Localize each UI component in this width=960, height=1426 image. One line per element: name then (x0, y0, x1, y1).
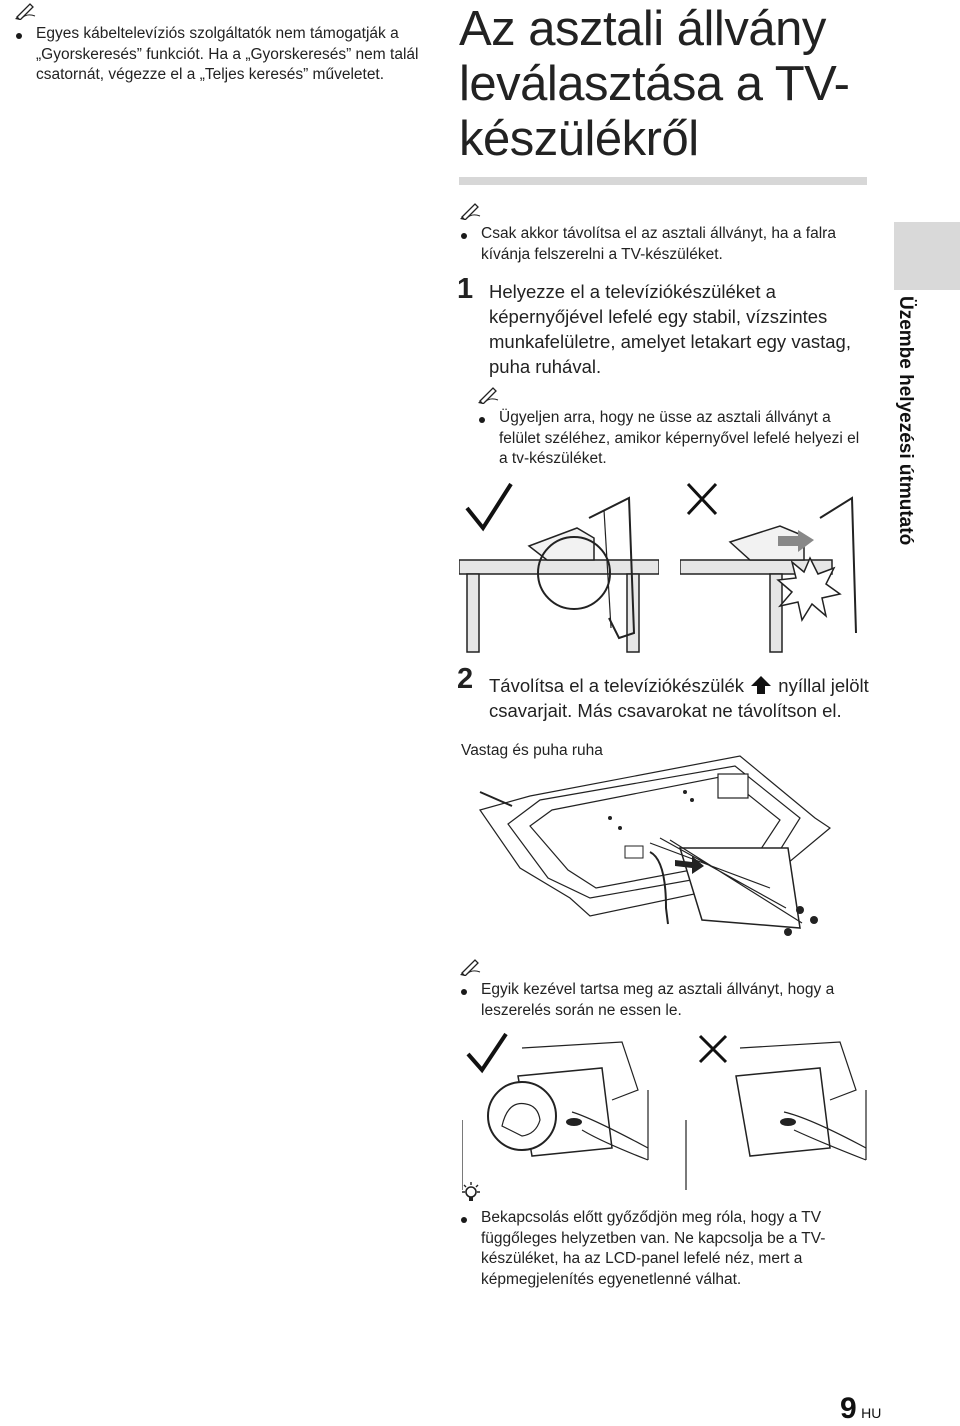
section-note-list (459, 224, 859, 265)
side-tab (894, 222, 960, 290)
cloth-label: Vastag és puha ruha (461, 742, 603, 759)
pencil-note-icon (459, 202, 481, 220)
page-number-value: 9 (840, 1392, 857, 1425)
check-mark-icon (468, 1034, 506, 1070)
page-language: HU (861, 1405, 882, 1421)
cross-mark-icon (688, 484, 716, 514)
check-mark-icon (467, 484, 511, 528)
intro-note-item: Egyes kábeltelevíziós szolgáltatók nem támogatják a „Gyorskeresés” funkciót. Ha a „Gyorskeresés” nem talál csatornát, végezze el a „Teljes keresés” műveletet. (14, 24, 434, 86)
correct-hold-illustration (462, 1030, 652, 1190)
correct-placement-illustration (459, 478, 659, 653)
step-2-text-part1: Távolítsa el a televíziókészülék (489, 675, 745, 696)
hold-note-list (459, 980, 859, 1021)
page-title: Az asztali állvány leválasztása a TV-készülékről (459, 2, 850, 166)
screw-removal-illustration (470, 748, 860, 958)
step-1-note-list (477, 408, 869, 470)
incorrect-placement-illustration (680, 478, 862, 653)
incorrect-hold-illustration (680, 1030, 870, 1190)
section-note (459, 202, 859, 265)
section-note-item: Csak akkor távolítsa el az asztali állványt, ha a falra kívánja felszerelni a TV-készüléket. (459, 224, 859, 265)
step-2-number: 2 (457, 663, 474, 695)
page-number (840, 1392, 881, 1426)
light-bulb-tip-icon (459, 1180, 483, 1204)
pencil-note-icon (477, 386, 499, 404)
tip-item: Bekapcsolás előtt győződjön meg róla, hogy a TV függőleges helyzetben van. Ne kapcsolja be a TV-készüléket, ha az LCD-panel lefelé néz, mert a képmegjelenítés egyenetlenné válhat. (459, 1208, 859, 1290)
tip-list (459, 1208, 859, 1290)
step-2-text (489, 673, 873, 723)
step-1-number: 1 (457, 273, 474, 305)
cross-mark-icon (700, 1036, 726, 1062)
step-1-text: Helyezze el a televíziókészüléket a képernyőjével lefelé egy stabil, vízszintes munkafelületre, amelyet letakart egy vastag, puha ruhával. (489, 281, 851, 377)
section-rule (459, 177, 867, 185)
hold-note (459, 958, 859, 1021)
intro-note-list (14, 24, 434, 86)
step-2-text-part2: nyíllal jelölt csavarjait. Más csavarokat ne távolítson el. (489, 675, 869, 721)
side-tab-label: Üzembe helyezési útmutató (895, 296, 916, 546)
pencil-note-icon (459, 958, 481, 976)
tip-note (459, 1180, 859, 1290)
pencil-note-icon (14, 2, 36, 20)
arrow-screw-icon (749, 675, 773, 695)
step-1-note-item: Ügyeljen arra, hogy ne üsse az asztali állványt a felület széléhez, amikor képernyővel lefelé helyezi el a tv-készüléket. (477, 408, 869, 470)
hold-note-item: Egyik kezével tartsa meg az asztali állványt, hogy a leszerelés során ne essen le. (459, 980, 859, 1021)
intro-note (14, 2, 434, 86)
step-1-note (477, 386, 869, 470)
